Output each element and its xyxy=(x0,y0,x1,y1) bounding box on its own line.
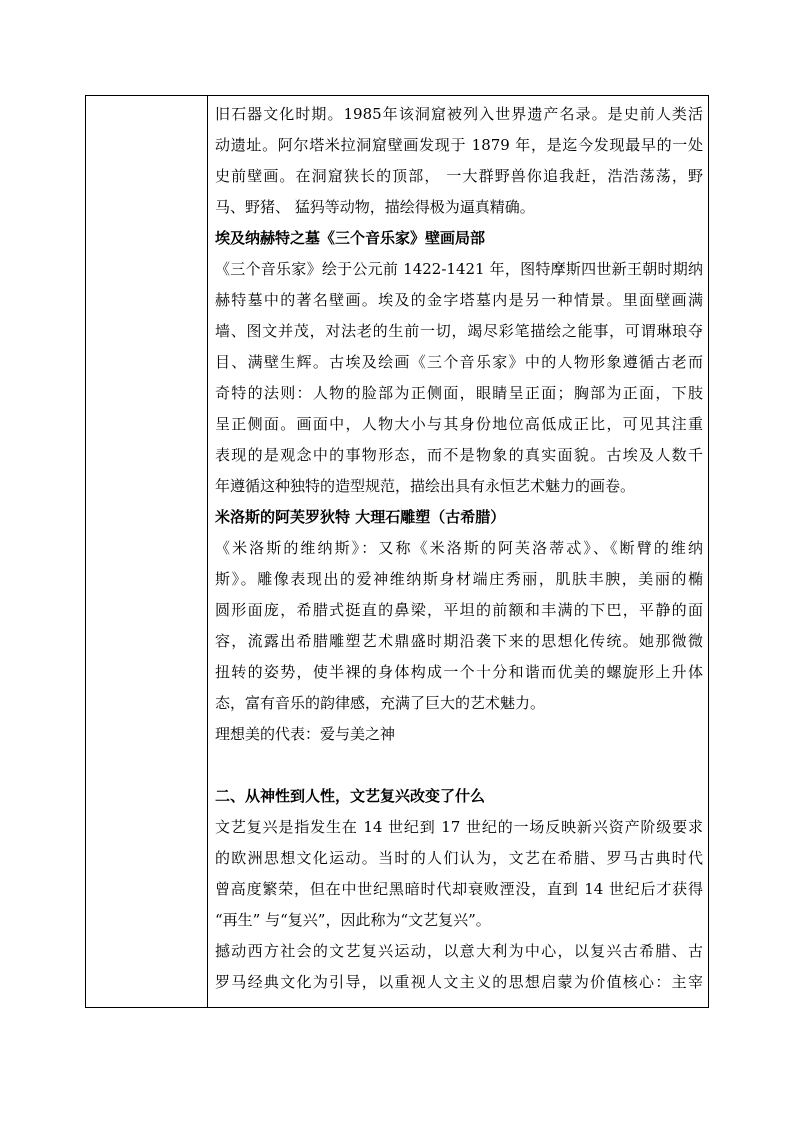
text-line: 奇特的法则：人物的脸部为正侧面，眼睛呈正面；胸部为正面，下肢 xyxy=(215,384,703,402)
text-line: 动遗址。阿尔塔米拉洞窟壁画发现于 1879 年，是迄今发现最早的一处 xyxy=(215,136,703,154)
text-line: 撼动西方社会的文艺复兴运动，以意大利为中心，以复兴古希腊、古 xyxy=(215,942,703,960)
text-line: 史前壁画。在洞窟狭长的顶部， 一大群野兽你追我赶，浩浩荡荡，野 xyxy=(215,167,703,185)
text-line: 扭转的姿势，使半裸的身体构成一个十分和谐而优美的螺旋形上升体 xyxy=(215,663,703,681)
text-line: 呈正侧面。画面中，人物大小与其身份地位高低成正比，可见其注重 xyxy=(215,415,703,433)
text-line: 文艺复兴是指发生在 14 世纪到 17 世纪的一场反映新兴资产阶级要求 xyxy=(215,818,703,836)
text-line: 曾高度繁荣，但在中世纪黑暗时代却衰败湮没，直到 14 世纪后才获得 xyxy=(215,880,703,898)
text-line: 目、满壁生辉。古埃及绘画《三个音乐家》中的人物形象遵循古老而 xyxy=(215,353,703,371)
text-line: 旧石器文化时期。1985年该洞窟被列入世界遗产名录。是史前人类活 xyxy=(215,105,703,123)
text-line: 马、野猪、 猛犸等动物，描绘得极为逼真精确。 xyxy=(215,198,535,216)
heading-line: 埃及纳赫特之墓《三个音乐家》壁画局部 xyxy=(215,229,486,247)
text-line: 圆形面庞，希腊式挺直的鼻梁，平坦的前额和丰满的下巴，平静的面 xyxy=(215,601,703,619)
text-line: 态，富有音乐的韵律感，充满了巨大的艺术魅力。 xyxy=(215,694,546,712)
text-line: 罗马经典文化为引导，以重视人文主义的思想启蒙为价值核心：主宰 xyxy=(215,973,703,991)
heading-line: 米洛斯的阿芙罗狄特 大理石雕塑（古希腊） xyxy=(215,508,506,526)
text-line: 赫特墓中的著名壁画。埃及的金字塔墓内是另一种情景。里面壁画满 xyxy=(215,291,703,309)
text-line: 的欧洲思想文化运动。当时的人们认为，文艺在希腊、罗马古典时代 xyxy=(215,849,703,867)
text-line: 年遵循这种独特的造型规范，描绘出具有永恒艺术魅力的画卷。 xyxy=(215,477,636,495)
text-cell xyxy=(215,99,703,998)
column-divider xyxy=(207,96,208,1007)
text-line: 墙、图文并茂，对法老的生前一切，竭尽彩笔描绘之能事，可谓琳琅夺 xyxy=(215,322,703,340)
blank-line xyxy=(215,750,703,781)
text-line: 《三个音乐家》绘于公元前 1422-1421 年，图特摩斯四世新王朝时期纳 xyxy=(215,260,703,278)
text-line: 《米洛斯的维纳斯》：又称《米洛斯的阿芙洛蒂忒》、《断臂的维纳 xyxy=(215,539,703,557)
heading-line: 二、从神性到人性，文艺复兴改变了什么 xyxy=(215,787,486,805)
text-line: “再生” 与“复兴”，因此称为“文艺复兴”。 xyxy=(215,911,491,929)
text-line: 容，流露出希腊雕塑艺术鼎盛时期沿袭下来的思想化传统。她那微微 xyxy=(215,632,703,650)
text-line: 斯》。雕像表现出的爱神维纳斯身材端庄秀丽，肌肤丰腴，美丽的椭 xyxy=(215,570,703,588)
text-line: 表现的是观念中的事物形态，而不是物象的真实面貌。古埃及人数千 xyxy=(215,446,703,464)
content-table xyxy=(85,95,709,1008)
text-line: 理想美的代表：爱与美之神 xyxy=(215,725,396,743)
